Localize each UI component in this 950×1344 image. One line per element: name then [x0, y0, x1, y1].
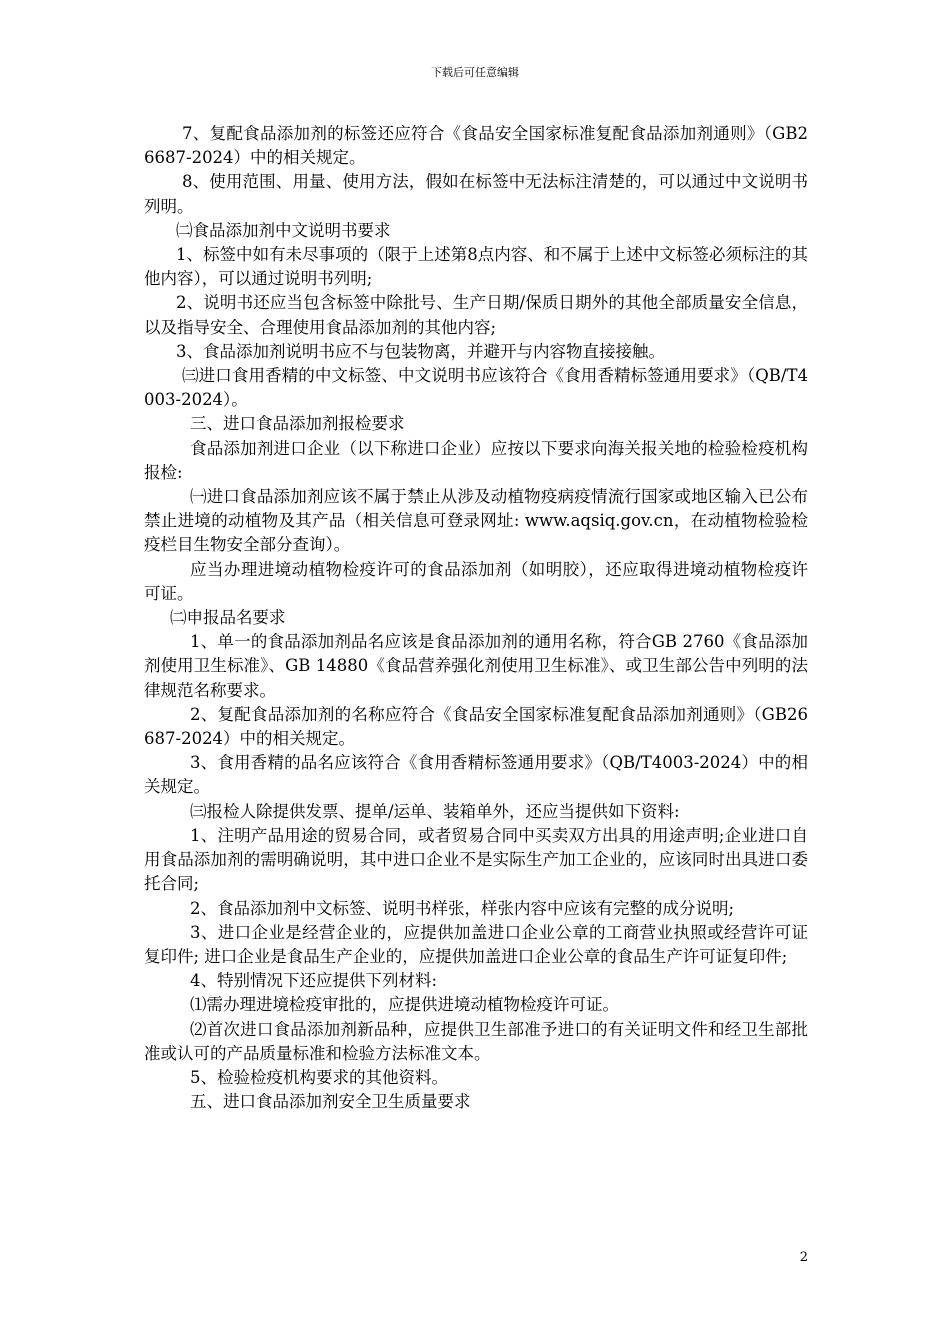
paragraph: 4、特别情况下还应提供下列材料:: [190, 971, 438, 991]
paragraph: 1、单一的食品添加剂品名应该是食品添加剂的通用名称，符合GB 2760《食品添加剂使用卫生标准》、GB 14880《食品营养强化剂使用卫生标准》、或卫生部公告中列明的法律规范名称要求。: [144, 632, 808, 700]
paragraph: ㈢进口食用香精的中文标签、中文说明书应该符合《食用香精标签通用要求》（QB/T4003-2024）。: [144, 366, 808, 410]
page-header: 下载后可任意编辑: [431, 66, 519, 79]
paragraph: ㈡申报品名要求: [170, 608, 286, 628]
paragraph: ㈢报检人除提供发票、提单/运单、装箱单外，还应当提供如下资料:: [190, 801, 680, 821]
paragraph: ⑴需办理进境检疫审批的，应提供进境动植物检疫许可证。: [190, 995, 619, 1015]
paragraph: 1、注明产品用途的贸易合同，或者贸易合同中买卖双方出具的用途声明;企业进口自用食品添加剂的需明确说明，其中进口企业不是实际生产加工企业的，应该同时出具进口委托合同;: [144, 825, 808, 894]
paragraph: ⑵首次进口食品添加剂新品种，应提供卫生部准予进口的有关证明文件和经卫生部批准或认可的产品质量标准和检验方法标准文本。: [144, 1019, 808, 1063]
paragraph: 2、说明书还应当包含标签中除批号、生产日期/保质日期外的其他全部质量安全信息，以及指导安全、合理使用食品添加剂的其他内容;: [144, 293, 808, 337]
paragraph: 2、复配食品添加剂的名称应符合《食品安全国家标准复配食品添加剂通则》（GB26687-2024）中的相关规定。: [144, 704, 808, 749]
paragraph: 7、复配食品添加剂的标签还应符合《食品安全国家标准复配食品添加剂通则》（GB26687-2024）中的相关规定。: [144, 124, 808, 168]
paragraph: 五、进口食品添加剂安全卫生质量要求: [190, 1092, 471, 1112]
paragraph: 食品添加剂进口企业（以下称进口企业）应按以下要求向海关报关地的检验检疫机构报检:: [144, 438, 808, 482]
paragraph: 5、检验检疫机构要求的其他资料。: [190, 1067, 448, 1087]
paragraph: ㈡食品添加剂中文说明书要求: [176, 220, 391, 240]
paragraph: 3、进口企业是经营企业的，应提供加盖进口企业公章的工商营业执照或经营许可证复印件; 进口企业是食品生产企业的，应提供加盖进口企业公章的食品生产许可证复印件;: [144, 922, 808, 966]
paragraph: 3、食品添加剂说明书应不与包装物离，并避开与内容物直接接触。: [176, 341, 665, 361]
page-number: 2: [799, 1250, 808, 1265]
paragraph: 三、进口食品添加剂报检要求: [190, 414, 405, 434]
paragraph: 1、标签中如有未尽事项的（限于上述第8点内容、和不属于上述中文标签必须标注的其他内容），可以通过说明书列明;: [144, 245, 808, 289]
paragraph: 应当办理进境动植物检疫许可的食品添加剂（如明胶），还应取得进境动植物检疫许可证。: [144, 559, 808, 603]
paragraph: ㈠进口食品添加剂应该不属于禁止从涉及动植物疫病疫情流行国家或地区输入已公布禁止进境的动植物及其产品（相关信息可登录网址: www.aqsiq.gov.cn，在动植物检验检疫栏目生物安全部分查询）。: [144, 487, 808, 555]
paragraph: 2、食品添加剂中文标签、说明书样张，样张内容中应该有完整的成分说明;: [190, 898, 735, 918]
document-body: [144, 122, 808, 1114]
paragraph: 3、食用香精的品名应该符合《食用香精标签通用要求》（QB/T4003-2024）中的相关规定。: [144, 753, 808, 797]
paragraph: 8、使用范围、用量、使用方法，假如在标签中无法标注清楚的，可以通过中文说明书列明。: [144, 172, 808, 216]
